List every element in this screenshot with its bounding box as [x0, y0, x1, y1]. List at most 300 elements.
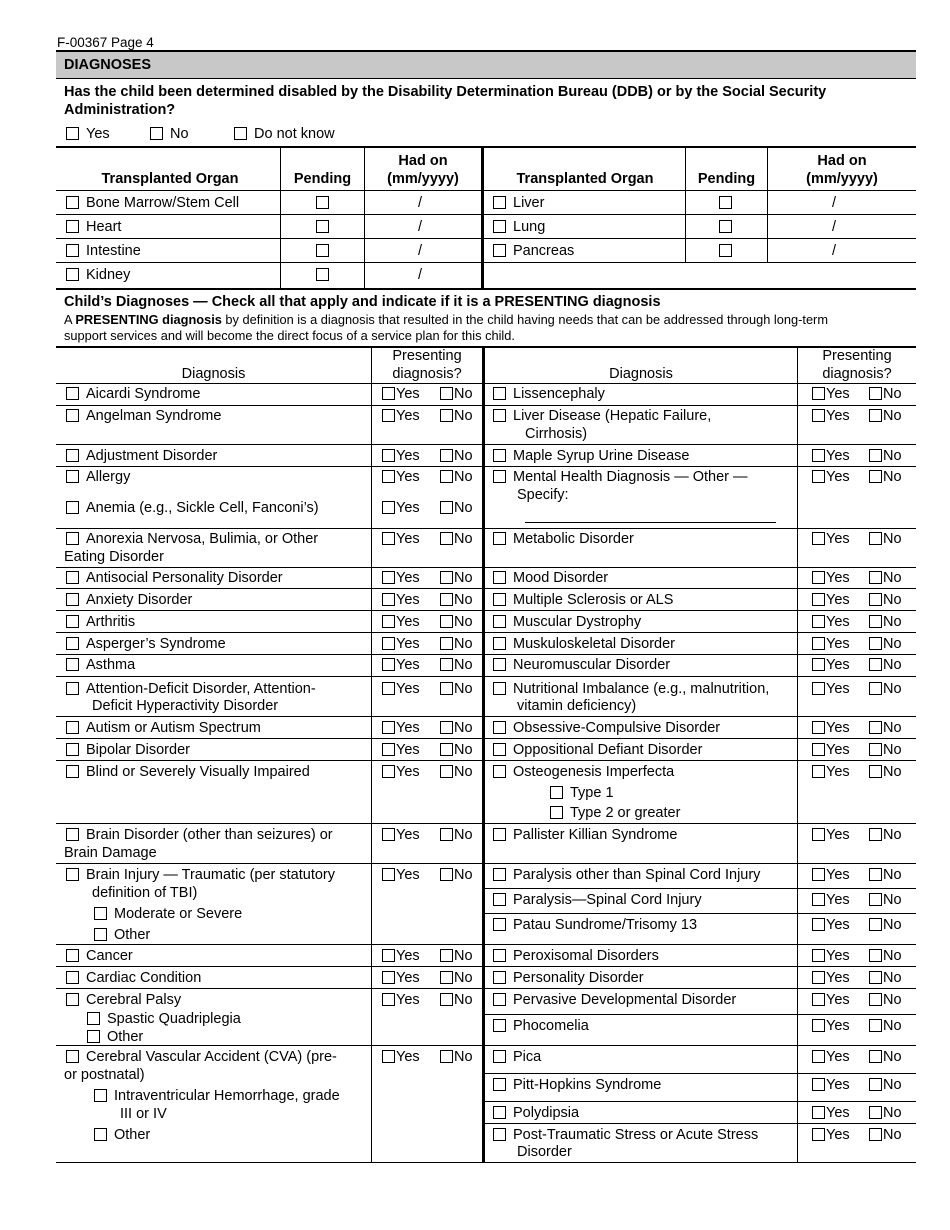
- presenting-yes-label: Yes: [826, 636, 850, 652]
- presenting-no-label: No: [454, 992, 473, 1008]
- transplant-organ-checkbox[interactable]: [66, 244, 79, 257]
- diagnosis-checkbox[interactable]: [550, 786, 563, 799]
- row-divider: [56, 588, 482, 589]
- diagnosis-label: Osteogenesis Imperfecta: [513, 764, 675, 780]
- presenting-yes-label: Yes: [396, 386, 420, 402]
- presenting-yes-checkbox[interactable]: [382, 470, 395, 483]
- presenting-yes-label: Yes: [396, 408, 420, 424]
- presenting-header-right-2: diagnosis?: [822, 366, 892, 382]
- presenting-no-checkbox[interactable]: [869, 918, 882, 931]
- presenting-no-label: No: [883, 1127, 902, 1143]
- presenting-no-checkbox[interactable]: [440, 682, 453, 695]
- presenting-no-checkbox[interactable]: [869, 971, 882, 984]
- diagnosis-label: Patau Sundrome/Trisomy 13: [513, 917, 698, 933]
- presenting-no-checkbox[interactable]: [440, 658, 453, 671]
- presenting-no-label: No: [883, 448, 902, 464]
- transplant-date-field[interactable]: /: [832, 195, 837, 211]
- diagnosis-checkbox[interactable]: [493, 615, 506, 628]
- ddb-no-checkbox[interactable]: [150, 127, 163, 140]
- transplant-pending-header-left: Pending: [293, 171, 352, 187]
- ddb-do-not-know-checkbox[interactable]: [234, 127, 247, 140]
- presenting-no-label: No: [883, 570, 902, 586]
- presenting-yes-checkbox[interactable]: [812, 1050, 825, 1063]
- presenting-no-checkbox[interactable]: [440, 993, 453, 1006]
- transplant-pending-checkbox[interactable]: [719, 196, 732, 209]
- presenting-yes-checkbox[interactable]: [382, 743, 395, 756]
- presenting-no-checkbox[interactable]: [440, 387, 453, 400]
- diagnosis-label: Other: [114, 1127, 151, 1143]
- presenting-no-checkbox[interactable]: [869, 470, 882, 483]
- diagnosis-checkbox[interactable]: [493, 658, 506, 671]
- diagnosis-checkbox[interactable]: [493, 765, 506, 778]
- presenting-no-label: No: [454, 657, 473, 673]
- transplant-organ-checkbox[interactable]: [493, 196, 506, 209]
- diagnosis-checkbox[interactable]: [493, 532, 506, 545]
- diagnosis-label: Deficit Hyperactivity Disorder: [92, 698, 279, 714]
- presenting-yes-checkbox[interactable]: [382, 993, 395, 1006]
- presenting-yes-label: Yes: [826, 892, 850, 908]
- diagnosis-checkbox[interactable]: [493, 571, 506, 584]
- presenting-yes-label: Yes: [826, 570, 850, 586]
- transplant-organ-checkbox[interactable]: [66, 196, 79, 209]
- diagnosis-label: Adjustment Disorder: [86, 448, 218, 464]
- presenting-yes-checkbox[interactable]: [812, 682, 825, 695]
- presenting-no-checkbox[interactable]: [869, 1106, 882, 1119]
- presenting-no-checkbox[interactable]: [869, 637, 882, 650]
- presenting-yes-checkbox[interactable]: [382, 615, 395, 628]
- presenting-no-label: No: [883, 469, 902, 485]
- row-divider: [485, 654, 916, 655]
- presenting-yes-label: Yes: [826, 1049, 850, 1065]
- presenting-yes-label: Yes: [396, 948, 420, 964]
- presenting-yes-label: Yes: [826, 1105, 850, 1121]
- presenting-yes-checkbox[interactable]: [812, 637, 825, 650]
- presenting-yes-checkbox[interactable]: [382, 387, 395, 400]
- ddb-question-line2: Administration?: [64, 102, 176, 118]
- row-divider: [485, 863, 916, 864]
- presenting-no-checkbox[interactable]: [440, 949, 453, 962]
- row-divider: [56, 966, 482, 967]
- diagnosis-checkbox[interactable]: [493, 743, 506, 756]
- mental-health-specify-line[interactable]: [525, 522, 776, 523]
- presenting-no-label: No: [883, 408, 902, 424]
- presenting-no-checkbox[interactable]: [869, 571, 882, 584]
- presenting-no-checkbox[interactable]: [869, 743, 882, 756]
- presenting-yes-checkbox[interactable]: [382, 532, 395, 545]
- diagnosis-checkbox[interactable]: [66, 532, 79, 545]
- presenting-yes-checkbox[interactable]: [812, 949, 825, 962]
- presenting-no-checkbox[interactable]: [869, 949, 882, 962]
- presenting-yes-checkbox[interactable]: [812, 532, 825, 545]
- presenting-no-label: No: [454, 764, 473, 780]
- diagnosis-checkbox[interactable]: [66, 765, 79, 778]
- presenting-yes-label: Yes: [826, 614, 850, 630]
- row-divider: [485, 632, 916, 633]
- presenting-yes-label: Yes: [396, 531, 420, 547]
- transplant-pending-checkbox[interactable]: [316, 268, 329, 281]
- row-divider: [485, 888, 916, 889]
- diagnosis-label: Paralysis other than Spinal Cord Injury: [513, 867, 761, 883]
- diagnosis-checkbox[interactable]: [493, 593, 506, 606]
- presenting-no-checkbox[interactable]: [869, 409, 882, 422]
- transplant-organ-label: Bone Marrow/Stem Cell: [86, 195, 240, 211]
- presenting-yes-checkbox[interactable]: [812, 765, 825, 778]
- presenting-no-checkbox[interactable]: [440, 615, 453, 628]
- presenting-no-checkbox[interactable]: [440, 501, 453, 514]
- transplant-organ-checkbox[interactable]: [66, 220, 79, 233]
- transplant-pending-header-right: Pending: [697, 171, 756, 187]
- diagnosis-label: Post-Traumatic Stress or Acute Stress: [513, 1127, 759, 1143]
- transplant-pending-checkbox[interactable]: [316, 244, 329, 257]
- presenting-no-checkbox[interactable]: [869, 1019, 882, 1032]
- transplant-date-field[interactable]: /: [418, 267, 423, 283]
- presenting-no-checkbox[interactable]: [869, 658, 882, 671]
- presenting-yes-checkbox[interactable]: [382, 721, 395, 734]
- transplant-pending-checkbox[interactable]: [719, 244, 732, 257]
- presenting-no-checkbox[interactable]: [440, 971, 453, 984]
- diagnosis-label: Anxiety Disorder: [86, 592, 193, 608]
- diagnosis-checkbox[interactable]: [66, 637, 79, 650]
- diagnosis-label: Peroxisomal Disorders: [513, 948, 659, 964]
- diagnosis-label: Cirrhosis): [525, 426, 588, 442]
- diagnosis-label: Angelman Syndrome: [86, 408, 222, 424]
- presenting-yes-checkbox[interactable]: [812, 918, 825, 931]
- presenting-yes-checkbox[interactable]: [382, 828, 395, 841]
- presenting-no-checkbox[interactable]: [440, 532, 453, 545]
- presenting-no-checkbox[interactable]: [869, 1078, 882, 1091]
- diagnosis-checkbox[interactable]: [66, 593, 79, 606]
- presenting-no-label: No: [454, 948, 473, 964]
- diagnosis-checkbox[interactable]: [66, 658, 79, 671]
- presenting-no-checkbox[interactable]: [869, 682, 882, 695]
- transplant-date-field[interactable]: /: [418, 219, 423, 235]
- row-divider: [56, 823, 482, 824]
- row-divider: [485, 1045, 916, 1046]
- transplant-date-field[interactable]: /: [832, 243, 837, 259]
- diagnosis-checkbox[interactable]: [66, 387, 79, 400]
- diagnosis-label: Maple Syrup Urine Disease: [513, 448, 690, 464]
- row-divider: [485, 383, 916, 384]
- presenting-yes-checkbox[interactable]: [382, 571, 395, 584]
- row-divider: [485, 1073, 916, 1074]
- row-divider: [56, 567, 482, 568]
- presenting-no-label: No: [883, 948, 902, 964]
- presenting-no-checkbox[interactable]: [440, 470, 453, 483]
- row-divider: [56, 944, 482, 945]
- presenting-yes-checkbox[interactable]: [812, 658, 825, 671]
- diagnosis-label: Eating Disorder: [64, 549, 164, 565]
- presenting-no-checkbox[interactable]: [869, 532, 882, 545]
- presenting-yes-checkbox[interactable]: [812, 409, 825, 422]
- diagnosis-checkbox[interactable]: [66, 949, 79, 962]
- diagnosis-checkbox[interactable]: [493, 828, 506, 841]
- diagnosis-label: Blind or Severely Visually Impaired: [86, 764, 310, 780]
- ddb-yes-checkbox[interactable]: [66, 127, 79, 140]
- diagnosis-checkbox[interactable]: [493, 409, 506, 422]
- diagnosis-checkbox[interactable]: [66, 501, 79, 514]
- diagnosis-label: Cerebral Palsy: [86, 992, 182, 1008]
- diagnosis-checkbox[interactable]: [493, 682, 506, 695]
- diagnosis-checkbox[interactable]: [493, 893, 506, 906]
- diagnosis-checkbox[interactable]: [66, 1050, 79, 1063]
- presenting-no-checkbox[interactable]: [440, 409, 453, 422]
- transplant-pending-checkbox[interactable]: [719, 220, 732, 233]
- presenting-no-checkbox[interactable]: [440, 449, 453, 462]
- presenting-no-checkbox[interactable]: [869, 449, 882, 462]
- diagnosis-checkbox[interactable]: [493, 1050, 506, 1063]
- diagnosis-checkbox[interactable]: [493, 449, 506, 462]
- presenting-no-label: No: [883, 742, 902, 758]
- presenting-yes-checkbox[interactable]: [382, 501, 395, 514]
- diagnosis-label: Type 2 or greater: [570, 805, 681, 821]
- presenting-no-checkbox[interactable]: [869, 993, 882, 1006]
- presenting-yes-label: Yes: [396, 992, 420, 1008]
- presenting-yes-checkbox[interactable]: [812, 449, 825, 462]
- transplant-pending-checkbox[interactable]: [316, 220, 329, 233]
- diagnosis-checkbox[interactable]: [493, 1019, 506, 1032]
- presenting-yes-label: Yes: [396, 764, 420, 780]
- presenting-yes-label: Yes: [826, 720, 850, 736]
- presenting-yes-checkbox[interactable]: [812, 868, 825, 881]
- presenting-yes-checkbox[interactable]: [382, 682, 395, 695]
- presenting-yes-checkbox[interactable]: [812, 615, 825, 628]
- diagnosis-checkbox[interactable]: [66, 828, 79, 841]
- presenting-yes-checkbox[interactable]: [382, 637, 395, 650]
- presenting-no-checkbox[interactable]: [869, 1050, 882, 1063]
- diagnosis-checkbox[interactable]: [493, 1078, 506, 1091]
- transplant-organ-checkbox[interactable]: [66, 268, 79, 281]
- presenting-no-label: No: [454, 570, 473, 586]
- presenting-no-label: No: [883, 614, 902, 630]
- diagnosis-label: Type 1: [570, 785, 614, 801]
- row-divider: [56, 528, 482, 529]
- diagnosis-label: Brain Damage: [64, 845, 157, 861]
- presenting-yes-checkbox[interactable]: [812, 971, 825, 984]
- diagnosis-label: Multiple Sclerosis or ALS: [513, 592, 674, 608]
- presenting-no-checkbox[interactable]: [440, 637, 453, 650]
- diagnosis-checkbox[interactable]: [493, 721, 506, 734]
- diagnosis-header-left: Diagnosis: [181, 366, 246, 382]
- presenting-no-label: No: [883, 657, 902, 673]
- presenting-yes-label: Yes: [826, 1018, 850, 1034]
- transplant-had-on-format-right: (mm/yyyy): [806, 171, 878, 187]
- diagnosis-label: Arthritis: [86, 614, 136, 630]
- presenting-yes-checkbox[interactable]: [812, 1078, 825, 1091]
- presenting-yes-checkbox[interactable]: [382, 868, 395, 881]
- diagnosis-checkbox[interactable]: [66, 571, 79, 584]
- presenting-yes-checkbox[interactable]: [812, 1019, 825, 1032]
- diagnosis-label: Asperger’s Syndrome: [86, 636, 226, 652]
- diagnosis-checkbox[interactable]: [87, 1012, 100, 1025]
- row-divider: [485, 1123, 916, 1124]
- diagnosis-checkbox[interactable]: [550, 806, 563, 819]
- presenting-no-label: No: [454, 970, 473, 986]
- diagnosis-label: Liver Disease (Hepatic Failure,: [513, 408, 712, 424]
- diagnosis-checkbox[interactable]: [66, 721, 79, 734]
- transplant-date-field[interactable]: /: [418, 243, 423, 259]
- transplant-had-on-header-left: Had on: [398, 153, 448, 169]
- row-divider: [56, 466, 482, 467]
- presenting-yes-checkbox[interactable]: [812, 893, 825, 906]
- presenting-no-label: No: [883, 764, 902, 780]
- presenting-yes-checkbox[interactable]: [812, 387, 825, 400]
- diagnosis-checkbox[interactable]: [493, 387, 506, 400]
- diagnosis-label: Bipolar Disorder: [86, 742, 190, 758]
- diagnosis-label: Anemia (e.g., Sickle Cell, Fanconi’s): [86, 500, 319, 516]
- presenting-no-checkbox[interactable]: [869, 1128, 882, 1141]
- presenting-yes-checkbox[interactable]: [812, 1128, 825, 1141]
- presenting-yes-checkbox[interactable]: [812, 593, 825, 606]
- diagnosis-label: Pallister Killian Syndrome: [513, 827, 678, 843]
- presenting-no-label: No: [883, 636, 902, 652]
- presenting-yes-checkbox[interactable]: [382, 949, 395, 962]
- diagnosis-checkbox[interactable]: [66, 868, 79, 881]
- diagnosis-checkbox[interactable]: [66, 470, 79, 483]
- presenting-no-checkbox[interactable]: [440, 571, 453, 584]
- presenting-no-checkbox[interactable]: [869, 828, 882, 841]
- diagnosis-checkbox[interactable]: [493, 993, 506, 1006]
- diagnosis-header-right: Diagnosis: [609, 366, 673, 382]
- diagnosis-checkbox[interactable]: [94, 907, 107, 920]
- presenting-yes-label: Yes: [396, 827, 420, 843]
- transplant-pending-checkbox[interactable]: [316, 196, 329, 209]
- presenting-yes-label: Yes: [396, 970, 420, 986]
- presenting-yes-label: Yes: [826, 827, 850, 843]
- presenting-yes-checkbox[interactable]: [382, 971, 395, 984]
- transplant-organ-checkbox[interactable]: [493, 220, 506, 233]
- presenting-no-checkbox[interactable]: [869, 615, 882, 628]
- diagnosis-checkbox[interactable]: [493, 971, 506, 984]
- presenting-yes-checkbox[interactable]: [812, 993, 825, 1006]
- presenting-no-label: No: [454, 448, 473, 464]
- diagnosis-label: Autism or Autism Spectrum: [86, 720, 261, 736]
- diagnosis-checkbox[interactable]: [493, 637, 506, 650]
- presenting-no-checkbox[interactable]: [869, 765, 882, 778]
- presenting-no-label: No: [454, 742, 473, 758]
- presenting-no-label: No: [883, 592, 902, 608]
- diagnosis-label: or postnatal): [64, 1067, 145, 1083]
- transplant-organ-label: Heart: [86, 219, 122, 235]
- presenting-yes-checkbox[interactable]: [812, 721, 825, 734]
- row-divider: [485, 716, 916, 717]
- presenting-no-checkbox[interactable]: [440, 765, 453, 778]
- diagnosis-checkbox[interactable]: [94, 1089, 107, 1102]
- diagnosis-label: definition of TBI): [92, 885, 198, 901]
- diagnosis-checkbox[interactable]: [66, 449, 79, 462]
- diagnosis-checkbox[interactable]: [493, 918, 506, 931]
- ddb-no-label: No: [170, 126, 189, 142]
- presenting-yes-checkbox[interactable]: [812, 571, 825, 584]
- presenting-no-label: No: [454, 614, 473, 630]
- transplant-organ-label: Intestine: [86, 243, 141, 259]
- presenting-yes-checkbox[interactable]: [382, 409, 395, 422]
- presenting-yes-checkbox[interactable]: [382, 593, 395, 606]
- diagnosis-checkbox[interactable]: [493, 1128, 506, 1141]
- diagnosis-label: Polydipsia: [513, 1105, 580, 1121]
- row-divider: [485, 738, 916, 739]
- diagnosis-label: Specify:: [517, 487, 569, 503]
- presenting-no-checkbox[interactable]: [440, 1050, 453, 1063]
- presenting-yes-checkbox[interactable]: [382, 658, 395, 671]
- transplant-organ-label: Kidney: [86, 267, 131, 283]
- presenting-yes-checkbox[interactable]: [382, 449, 395, 462]
- diagnosis-checkbox[interactable]: [493, 949, 506, 962]
- presenting-no-checkbox[interactable]: [440, 868, 453, 881]
- presenting-no-checkbox[interactable]: [440, 828, 453, 841]
- presenting-yes-label: Yes: [826, 408, 850, 424]
- row-divider: [56, 988, 482, 989]
- presenting-yes-checkbox[interactable]: [812, 470, 825, 483]
- presenting-no-label: No: [454, 500, 473, 516]
- presenting-yes-label: Yes: [396, 742, 420, 758]
- presenting-no-checkbox[interactable]: [440, 743, 453, 756]
- presenting-no-label: No: [454, 867, 473, 883]
- row-divider: [56, 383, 482, 384]
- diagnosis-checkbox[interactable]: [493, 470, 506, 483]
- row-divider: [56, 760, 482, 761]
- presenting-no-label: No: [883, 681, 902, 697]
- diagnosis-label: Cardiac Condition: [86, 970, 202, 986]
- presenting-definition-line2: support services and will become the direct focus of a service plan for this child.: [64, 328, 515, 343]
- diagnosis-label: Other: [114, 927, 151, 943]
- presenting-yes-label: Yes: [396, 448, 420, 464]
- diagnosis-checkbox[interactable]: [94, 928, 107, 941]
- presenting-yes-checkbox[interactable]: [382, 1050, 395, 1063]
- presenting-no-checkbox[interactable]: [869, 593, 882, 606]
- presenting-yes-checkbox[interactable]: [812, 743, 825, 756]
- row-divider: [56, 738, 482, 739]
- diagnosis-label: Nutritional Imbalance (e.g., malnutrition,: [513, 681, 770, 697]
- diagnosis-label: Pervasive Developmental Disorder: [513, 992, 737, 1008]
- diagnosis-checkbox[interactable]: [493, 1106, 506, 1119]
- diagnosis-checkbox[interactable]: [66, 993, 79, 1006]
- ddb-question-line1: Has the child been determined disabled by the Disability Determination Bureau (DDB) or by the Social Security: [64, 84, 827, 100]
- diagnosis-checkbox[interactable]: [493, 868, 506, 881]
- transplant-date-field[interactable]: /: [418, 195, 423, 211]
- presenting-no-label: No: [883, 867, 902, 883]
- presenting-yes-label: Yes: [396, 636, 420, 652]
- presenting-yes-checkbox[interactable]: [812, 1106, 825, 1119]
- presenting-yes-checkbox[interactable]: [382, 765, 395, 778]
- presenting-no-checkbox[interactable]: [869, 387, 882, 400]
- presenting-yes-label: Yes: [396, 657, 420, 673]
- diagnosis-checkbox[interactable]: [66, 615, 79, 628]
- presenting-no-checkbox[interactable]: [869, 721, 882, 734]
- presenting-no-checkbox[interactable]: [869, 893, 882, 906]
- section-title: DIAGNOSES: [64, 57, 152, 73]
- diagnosis-label: Obsessive-Compulsive Disorder: [513, 720, 721, 736]
- diagnosis-checkbox[interactable]: [66, 743, 79, 756]
- diagnosis-checkbox[interactable]: [66, 682, 79, 695]
- diagnosis-label: Neuromuscular Disorder: [513, 657, 671, 673]
- presenting-no-checkbox[interactable]: [440, 593, 453, 606]
- diagnosis-label: Antisocial Personality Disorder: [86, 570, 283, 586]
- transplant-date-field[interactable]: /: [832, 219, 837, 235]
- transplant-had-on-header-right: Had on: [817, 153, 867, 169]
- row-divider: [485, 444, 916, 445]
- presenting-no-checkbox[interactable]: [440, 721, 453, 734]
- diagnosis-checkbox[interactable]: [94, 1128, 107, 1141]
- presenting-yes-label: Yes: [826, 448, 850, 464]
- transplant-organ-checkbox[interactable]: [493, 244, 506, 257]
- row-divider: [485, 944, 916, 945]
- presenting-no-checkbox[interactable]: [869, 868, 882, 881]
- presenting-yes-checkbox[interactable]: [812, 828, 825, 841]
- diagnosis-checkbox[interactable]: [66, 971, 79, 984]
- row-divider: [485, 567, 916, 568]
- diagnosis-checkbox[interactable]: [66, 409, 79, 422]
- diagnosis-checkbox[interactable]: [87, 1030, 100, 1043]
